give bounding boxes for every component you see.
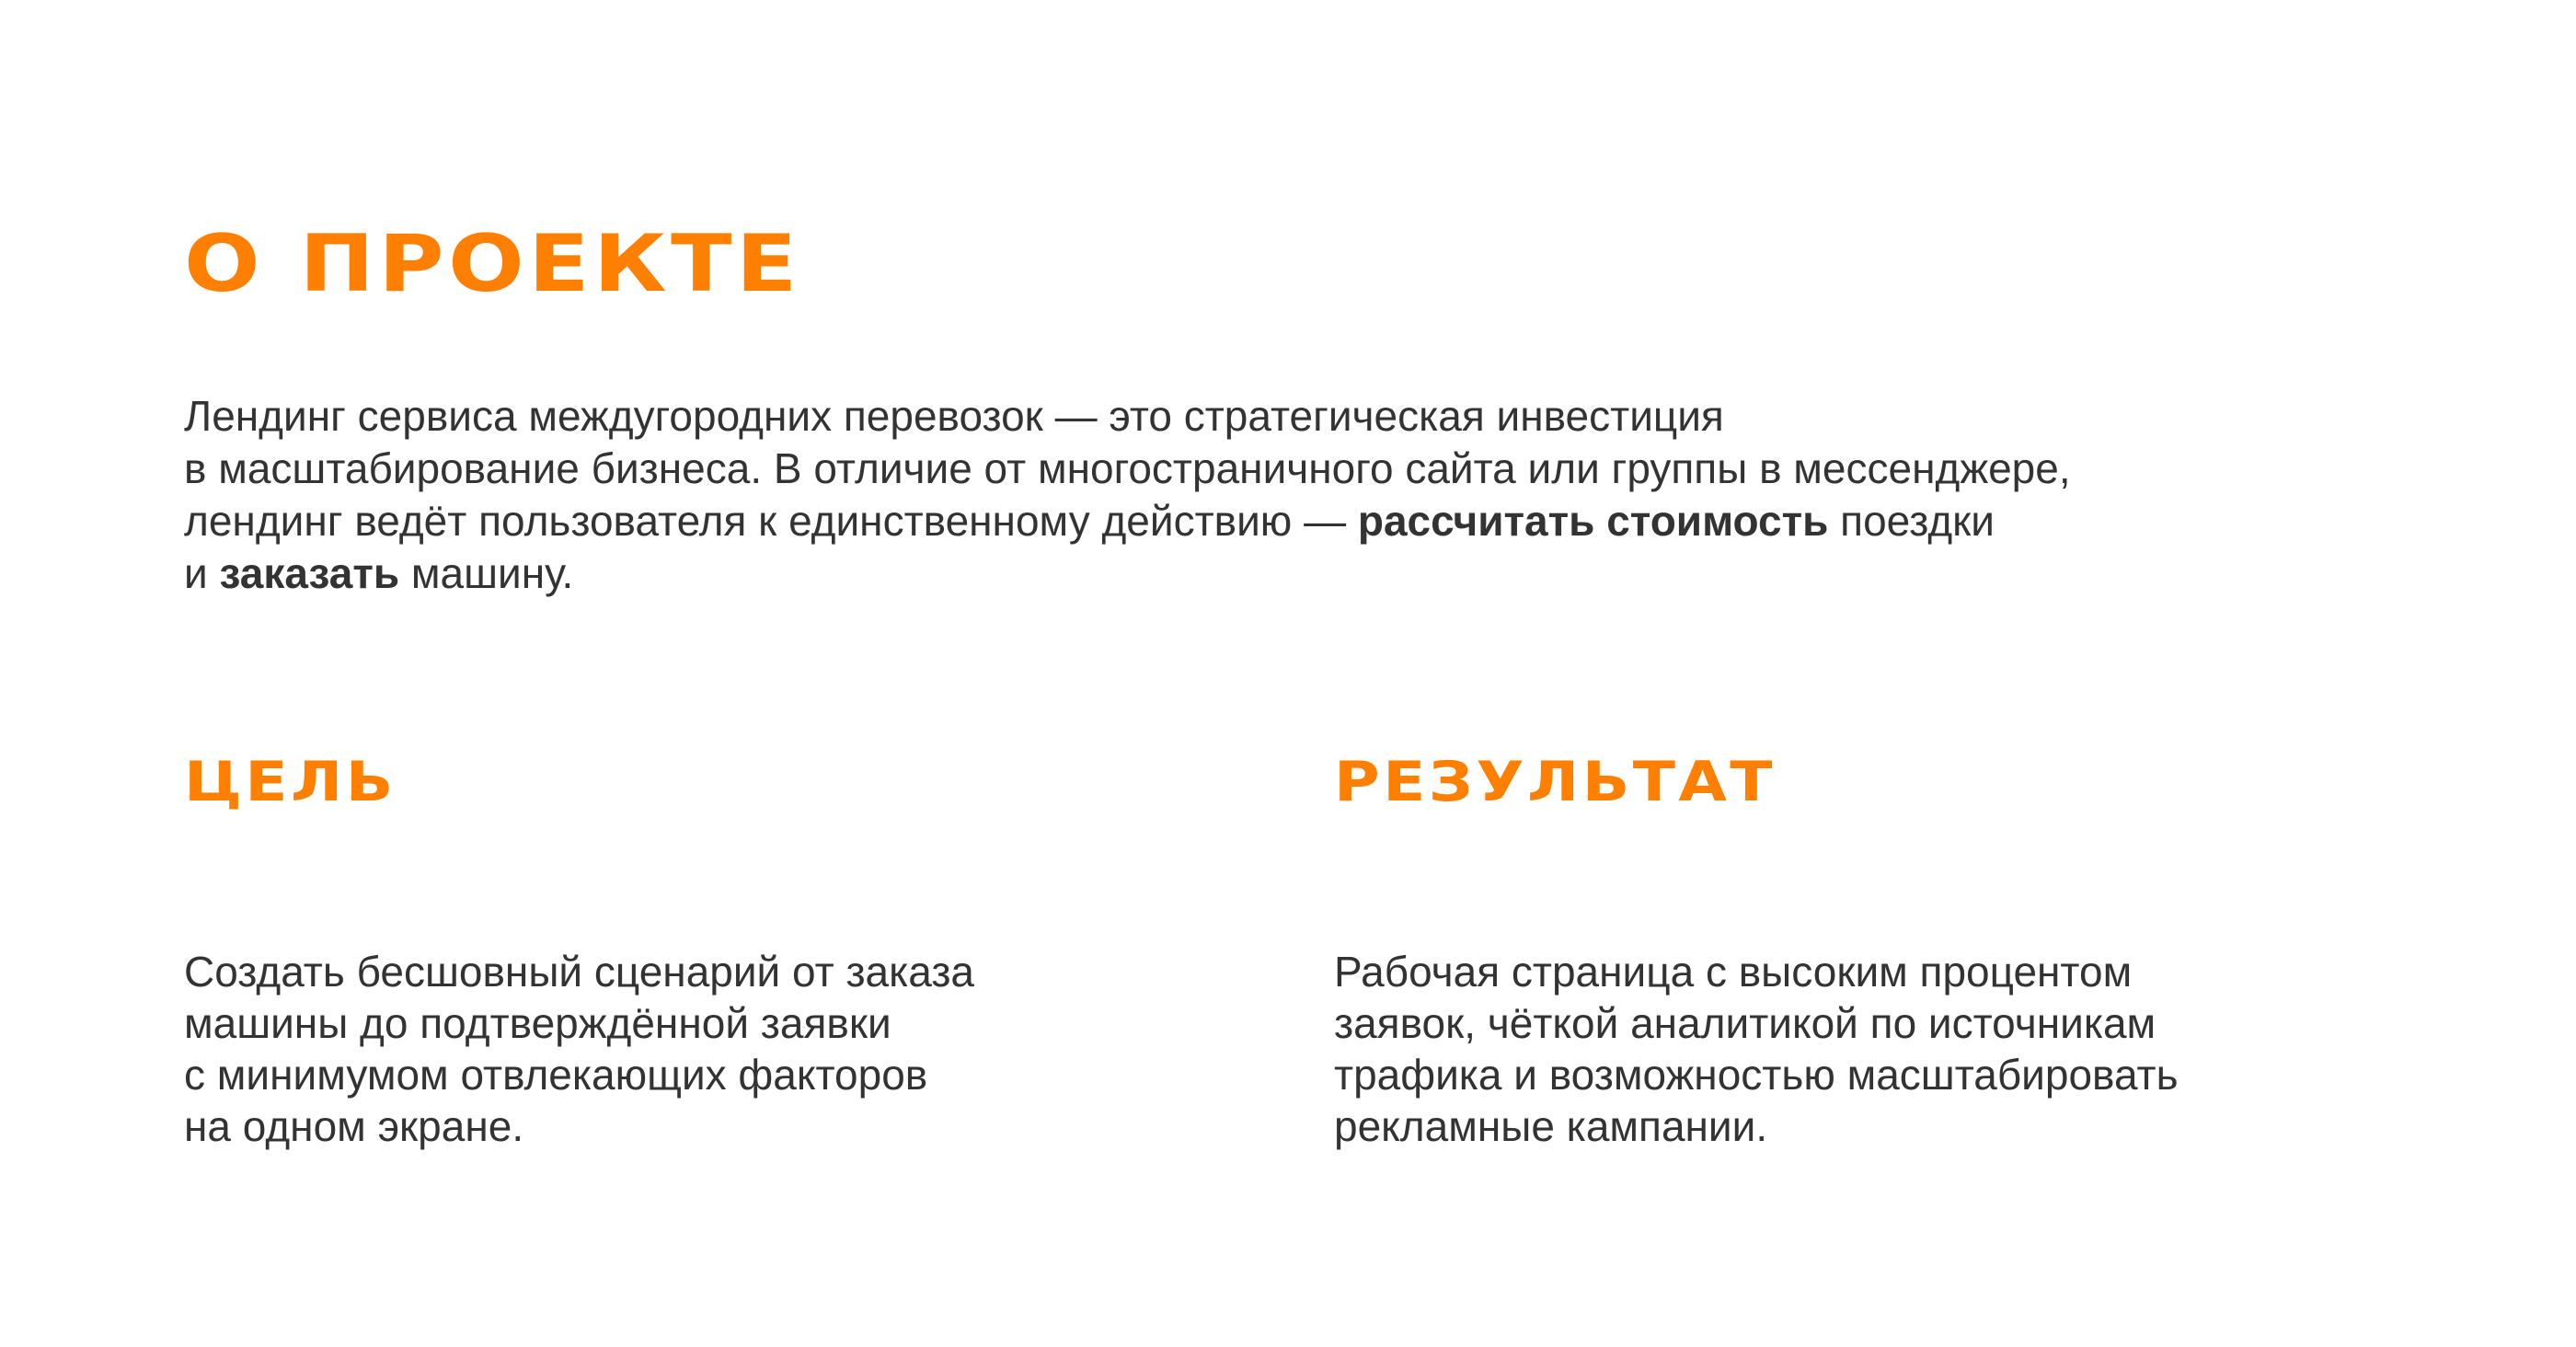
goal-block — [184, 745, 1196, 1152]
page-title: О ПРОЕКТЕ — [184, 218, 801, 310]
intro-line — [184, 495, 2429, 547]
intro-line: Лендинг сервиса междугородних перевозок — это стратегическая инвестиция — [184, 392, 1724, 440]
result-title: РЕЗУЛЬТАТ — [1334, 750, 1776, 814]
intro-emphasis-calculate-cost: рассчитать стоимость — [1357, 497, 1829, 545]
intro-text: и — [184, 549, 220, 597]
result-line: Рабочая страница с высоким процентом — [1334, 948, 2133, 996]
intro-line — [184, 547, 2429, 600]
intro-emphasis-order: заказать — [219, 549, 400, 597]
result-line: заявок, чёткой аналитикой по источникам — [1334, 999, 2156, 1047]
intro-text: поездки — [1828, 497, 1995, 545]
intro-text: лендинг ведёт пользователя к единственному действию — — [184, 497, 1358, 545]
goal-line: Создать бесшовный сценарий от заказа — [184, 948, 974, 996]
goal-text — [184, 946, 1196, 1152]
result-line: рекламные кампании. — [1334, 1102, 1768, 1150]
intro-paragraph — [184, 390, 2429, 600]
intro-line: в масштабирование бизнеса. В отличие от многостраничного сайта или группы в мессенджере, — [184, 444, 2071, 492]
result-text — [1334, 946, 2346, 1152]
intro-text: машину. — [399, 549, 574, 597]
result-block — [1334, 745, 2346, 1152]
goal-line: машины до подтверждённой заявки — [184, 999, 891, 1047]
goal-line: с минимумом отвлекающих факторов — [184, 1051, 928, 1099]
goal-title: ЦЕЛЬ — [184, 750, 397, 814]
result-line: трафика и возможностью масштабировать — [1334, 1051, 2179, 1099]
goal-line: на одном экране. — [184, 1102, 524, 1150]
